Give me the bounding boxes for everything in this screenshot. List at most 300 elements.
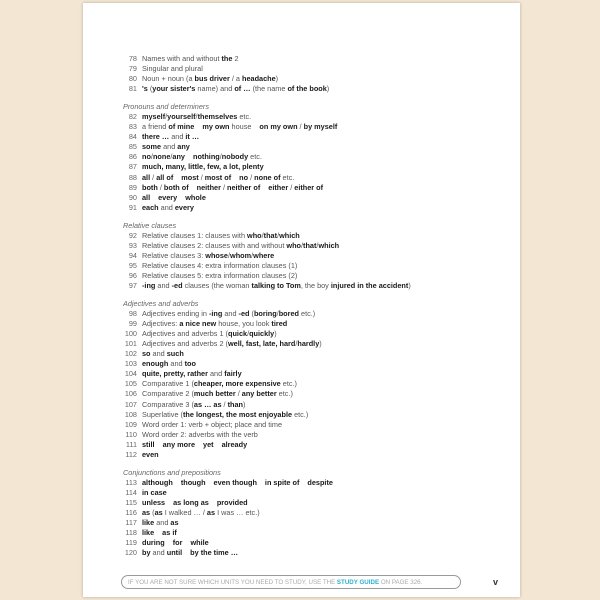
- title-text: Comparative 2 (: [142, 389, 194, 399]
- contents-entry[interactable]: [122, 420, 512, 430]
- title-text: Comparative 1 (: [142, 379, 194, 389]
- unit-number: 83: [128, 122, 137, 132]
- keyword: neither of: [227, 182, 261, 192]
- contents-entry[interactable]: [122, 369, 512, 379]
- title-text: /: [295, 339, 298, 349]
- keyword: who: [286, 240, 301, 250]
- contents-entry[interactable]: [122, 122, 512, 132]
- unit-title: [142, 400, 245, 410]
- unit-number: 108: [124, 409, 137, 419]
- keyword: during: [142, 538, 165, 548]
- title-text: ): [326, 84, 330, 94]
- unit-title: [142, 122, 337, 132]
- unit-number: 103: [124, 359, 137, 369]
- unit-number: 94: [128, 250, 137, 260]
- contents-entry[interactable]: [122, 379, 512, 389]
- title-text: /: [150, 152, 153, 162]
- keyword: either of: [294, 182, 324, 192]
- title-text: I walked … /: [162, 507, 207, 517]
- keyword: by: [142, 548, 151, 558]
- keyword: by the time …: [190, 548, 238, 558]
- title-text: Superlative (: [142, 409, 183, 419]
- keyword: fairly: [224, 369, 242, 379]
- unit-number: 118: [125, 528, 137, 538]
- title-text: etc.: [248, 152, 262, 162]
- title-text: , the boy: [300, 280, 331, 290]
- contents-entry[interactable]: [122, 538, 512, 548]
- keyword: quite, pretty, rather: [142, 369, 208, 379]
- keyword: tired: [271, 319, 288, 329]
- title-text: clauses (the woman: [182, 280, 252, 290]
- contents-entry[interactable]: [122, 183, 512, 193]
- keyword: all: [142, 192, 151, 202]
- keyword: although: [142, 477, 173, 487]
- keyword: both: [142, 182, 158, 192]
- unit-number: 110: [125, 429, 137, 439]
- unit-number: 96: [128, 270, 137, 280]
- keyword: injured in the accident: [330, 280, 409, 290]
- keyword: though: [180, 477, 206, 487]
- keyword: any: [172, 152, 185, 162]
- keyword: of …: [234, 84, 251, 94]
- keyword: most of: [204, 172, 232, 182]
- contents-entry[interactable]: [122, 389, 512, 399]
- title-text: etc.: [280, 172, 295, 182]
- title-text: ): [275, 74, 279, 84]
- keyword: some: [142, 142, 162, 152]
- study-guide-link[interactable]: STUDY GUIDE: [336, 579, 380, 586]
- contents-entry[interactable]: [122, 440, 512, 450]
- title-text: and: [207, 369, 225, 379]
- keyword: hardly: [297, 339, 320, 349]
- keyword: like: [142, 528, 155, 538]
- title-text: /: [276, 309, 279, 319]
- contents-entry[interactable]: [122, 339, 512, 349]
- contents-entry[interactable]: [122, 450, 512, 460]
- keyword: no: [142, 152, 151, 162]
- title-text: ): [243, 399, 246, 409]
- keyword: -ed: [171, 280, 183, 290]
- unit-title: [142, 430, 258, 440]
- keyword: there …: [142, 132, 172, 142]
- unit-number: 111: [125, 439, 137, 449]
- keyword: already: [221, 439, 248, 449]
- keyword: much, many, little, few, a lot, plenty: [142, 162, 264, 172]
- contents-entry[interactable]: [122, 132, 512, 142]
- title-text: etc.): [276, 389, 293, 399]
- unit-number: 106: [124, 389, 137, 399]
- contents-list: [122, 54, 512, 558]
- keyword: as: [170, 518, 179, 528]
- study-guide-note: [121, 575, 461, 589]
- unit-title: [142, 369, 242, 379]
- keyword: myself: [142, 112, 166, 122]
- keyword: none: [152, 152, 171, 162]
- unit-number: 93: [128, 240, 137, 250]
- title-text: ): [408, 280, 411, 290]
- title-text: Word order 1: verb + object; place and time: [142, 419, 282, 429]
- keyword: talking to Tom: [251, 280, 301, 290]
- keyword: even: [142, 449, 159, 459]
- unit-number: 85: [128, 142, 137, 152]
- contents-entry[interactable]: [122, 319, 512, 329]
- title-text: /: [288, 182, 295, 192]
- unit-number: 114: [125, 487, 137, 497]
- keyword: in case: [142, 487, 167, 497]
- title-text: /: [195, 112, 198, 122]
- title-text: etc.): [280, 379, 297, 389]
- contents-entry[interactable]: [122, 162, 512, 172]
- keyword: which: [279, 230, 300, 240]
- contents-entry[interactable]: [122, 251, 512, 261]
- title-text: /: [277, 230, 280, 240]
- title-text: /: [157, 182, 164, 192]
- unit-number: 79: [128, 64, 137, 74]
- title-text: name) and: [195, 84, 235, 94]
- title-text: /: [219, 152, 222, 162]
- keyword: any: [177, 142, 190, 152]
- unit-number: 90: [128, 192, 137, 202]
- keyword: bored: [278, 309, 299, 319]
- unit-title: [142, 478, 333, 488]
- unit-number: 100: [124, 329, 137, 339]
- contents-entry[interactable]: [122, 231, 512, 241]
- contents-entry[interactable]: [122, 173, 512, 183]
- unit-number: 115: [125, 497, 137, 507]
- keyword: -ing: [142, 280, 156, 290]
- title-text: Relative clauses 3:: [142, 250, 206, 260]
- unit-title: [142, 528, 177, 538]
- contents-entry[interactable]: [122, 359, 512, 369]
- title-text: a friend: [142, 122, 169, 132]
- keyword: of mine: [168, 122, 195, 132]
- unit-title: [142, 231, 300, 241]
- keyword: such: [166, 349, 184, 359]
- keyword: yet: [203, 439, 214, 449]
- contents-entry[interactable]: [122, 329, 512, 339]
- contents-entry[interactable]: [122, 478, 512, 488]
- keyword: for: [172, 538, 183, 548]
- keyword: quickly: [249, 329, 275, 339]
- unit-title: [142, 488, 167, 498]
- keyword: 's: [142, 84, 148, 94]
- unit-title: [142, 54, 239, 64]
- contents-entry[interactable]: [122, 518, 512, 528]
- keyword: themselves: [197, 112, 238, 122]
- title-text: / a: [229, 74, 242, 84]
- unit-number: 92: [128, 230, 137, 240]
- keyword: the longest, the most enjoyable: [182, 409, 293, 419]
- title-text: and: [150, 349, 167, 359]
- keyword: enough: [142, 359, 169, 369]
- keyword: neither: [196, 182, 221, 192]
- keyword: nothing: [193, 152, 220, 162]
- keyword: as: [206, 507, 216, 517]
- unit-title: [142, 339, 322, 349]
- keyword: my own: [202, 122, 230, 132]
- title-text: you look: [242, 319, 272, 329]
- contents-entry[interactable]: [122, 142, 512, 152]
- keyword: every: [158, 192, 178, 202]
- keyword: until: [166, 548, 183, 558]
- keyword: who: [247, 230, 262, 240]
- title-text: etc.: [237, 112, 252, 122]
- unit-number: 82: [128, 112, 137, 122]
- keyword: provided: [216, 497, 248, 507]
- contents-entry[interactable]: [122, 528, 512, 538]
- unit-title: [142, 319, 287, 329]
- keyword: in spite of: [264, 477, 300, 487]
- contents-entry[interactable]: [122, 430, 512, 440]
- unit-title: [142, 132, 199, 142]
- unit-title: [142, 450, 159, 460]
- keyword: none of: [254, 172, 281, 182]
- contents-entry[interactable]: [122, 152, 512, 162]
- keyword: well, fast, late, hard: [228, 339, 296, 349]
- unit-title: [142, 420, 282, 430]
- unit-title: [142, 183, 323, 193]
- unit-title: [142, 309, 315, 319]
- unit-title: [142, 162, 264, 172]
- keyword: your sister's: [152, 84, 196, 94]
- title-text: Names with and without: [142, 54, 222, 63]
- contents-entry[interactable]: [122, 112, 512, 122]
- title-text: and: [168, 359, 185, 369]
- unit-number: 80: [128, 74, 137, 84]
- page-number: v: [493, 577, 499, 587]
- unit-title: [142, 84, 329, 94]
- unit-number: 88: [128, 172, 137, 182]
- unit-title: [142, 261, 297, 271]
- title-text: /: [297, 122, 304, 132]
- keyword: as long as: [173, 497, 209, 507]
- title-text: Comparative 3 (: [142, 399, 194, 409]
- unit-number: 112: [125, 449, 137, 459]
- contents-entry[interactable]: [122, 193, 512, 203]
- contents-entry[interactable]: [122, 309, 512, 319]
- keyword: a nice new: [179, 319, 217, 329]
- keyword: boring: [253, 309, 277, 319]
- unit-title: [142, 112, 251, 122]
- keyword: by myself: [303, 122, 338, 132]
- keyword: which: [318, 240, 340, 250]
- unit-number: 84: [128, 132, 137, 142]
- keyword: most: [181, 172, 199, 182]
- keyword: either: [268, 182, 289, 192]
- keyword: as if: [162, 528, 177, 538]
- keyword: it …: [185, 132, 200, 142]
- title-text: Adjectives and adverbs 1 (: [142, 329, 228, 339]
- unit-number: 109: [124, 419, 137, 429]
- keyword: quick: [228, 329, 248, 339]
- keyword: all of: [156, 172, 174, 182]
- unit-number: 101: [124, 339, 137, 349]
- keyword: whole: [185, 192, 206, 202]
- contents-entry[interactable]: [122, 54, 512, 64]
- contents-entry[interactable]: [122, 203, 512, 213]
- section-heading: Adjectives and adverbs: [123, 299, 199, 309]
- keyword: nobody: [221, 152, 249, 162]
- unit-title: [142, 329, 277, 339]
- title-text: and: [158, 202, 175, 212]
- unit-number: 119: [125, 538, 137, 548]
- keyword: unless: [142, 497, 166, 507]
- unit-number: 120: [124, 548, 137, 558]
- unit-title: [142, 281, 411, 291]
- unit-title: [142, 440, 247, 450]
- title-text: /: [251, 250, 254, 260]
- title-text: etc.): [298, 309, 316, 319]
- keyword: no: [239, 172, 249, 182]
- unit-title: [142, 508, 260, 518]
- title-text: etc.): [292, 409, 309, 419]
- title-text: /: [198, 172, 205, 182]
- keyword: any more: [162, 439, 196, 449]
- unit-title: [142, 193, 206, 203]
- title-text: Relative clauses 1: clauses with: [142, 230, 248, 240]
- contents-entry[interactable]: [122, 281, 512, 291]
- unit-title: [142, 410, 308, 420]
- title-text: Adjectives and adverbs 2 (: [142, 339, 228, 349]
- title-text: ): [274, 329, 277, 339]
- title-text: (: [147, 84, 153, 94]
- contents-entry[interactable]: [122, 349, 512, 359]
- title-text: Relative clauses 5: extra information clauses (2): [142, 270, 298, 280]
- title-text: /: [235, 389, 242, 399]
- contents-entry[interactable]: [122, 498, 512, 508]
- title-text: /: [221, 399, 228, 409]
- keyword: too: [184, 359, 196, 369]
- keyword: as: [154, 507, 163, 517]
- keyword: whose: [205, 250, 228, 260]
- title-text: and: [155, 280, 172, 290]
- unit-number: 104: [124, 369, 137, 379]
- keyword: that: [303, 240, 317, 250]
- contents-entry[interactable]: [122, 271, 512, 281]
- title-text: Noun + noun (a: [142, 74, 195, 84]
- unit-title: [142, 548, 238, 558]
- contents-entry[interactable]: [122, 74, 512, 84]
- title-text: /: [248, 172, 255, 182]
- unit-number: 107: [124, 399, 137, 409]
- keyword: whom: [230, 250, 252, 260]
- contents-entry[interactable]: [122, 410, 512, 420]
- title-text: I was … etc.): [215, 507, 260, 517]
- keyword: so: [142, 349, 151, 359]
- unit-number: 89: [128, 182, 137, 192]
- contents-entry[interactable]: [122, 64, 512, 74]
- contents-entry[interactable]: [122, 508, 512, 518]
- unit-number: 87: [128, 162, 137, 172]
- keyword: even though: [213, 477, 257, 487]
- keyword: any better: [241, 389, 277, 399]
- unit-title: [142, 74, 278, 84]
- keyword: the: [221, 54, 233, 63]
- title-text: 2: [232, 54, 239, 63]
- unit-title: [142, 64, 203, 74]
- unit-number: 102: [124, 349, 137, 359]
- title-text: /: [150, 172, 157, 182]
- unit-title: [142, 203, 194, 213]
- keyword: while: [190, 538, 209, 548]
- footer-text-after: ON PAGE 326.: [379, 579, 423, 586]
- keyword: despite: [307, 477, 333, 487]
- unit-title: [142, 359, 196, 369]
- unit-number: 86: [128, 152, 137, 162]
- title-text: and: [154, 518, 171, 528]
- unit-number: 98: [128, 309, 137, 319]
- keyword: bus driver: [194, 74, 230, 84]
- unit-title: [142, 349, 184, 359]
- title-text: /: [301, 240, 304, 250]
- unit-number: 95: [128, 260, 137, 270]
- unit-title: [142, 389, 293, 399]
- contents-entry[interactable]: [122, 488, 512, 498]
- keyword: as … as: [193, 399, 222, 409]
- unit-number: 81: [128, 84, 137, 94]
- title-text: Word order 2: adverbs with the verb: [142, 429, 258, 439]
- unit-number: 78: [128, 54, 137, 63]
- title-text: (: [249, 309, 254, 319]
- keyword: all: [142, 172, 151, 182]
- contents-entry[interactable]: [122, 400, 512, 410]
- footer-text-before: IF YOU ARE NOT SURE WHICH UNITS YOU NEED TO STUDY, USE THE: [128, 579, 337, 586]
- title-text: and: [150, 548, 167, 558]
- keyword: on my own: [259, 122, 298, 132]
- unit-number: 97: [128, 280, 137, 290]
- contents-entry[interactable]: [122, 241, 512, 251]
- unit-number: 113: [125, 477, 137, 487]
- title-text: house: [229, 122, 252, 132]
- unit-title: [142, 379, 297, 389]
- title-text: /: [220, 182, 228, 192]
- title-text: Relative clauses 2: clauses with and without: [142, 240, 287, 250]
- keyword: -ed: [238, 309, 250, 319]
- keyword: headache: [242, 74, 276, 84]
- keyword: every: [174, 202, 194, 212]
- contents-entry[interactable]: [122, 548, 512, 558]
- section-heading: Conjunctions and prepositions: [123, 467, 221, 477]
- unit-title: [142, 152, 262, 162]
- title-text: Adjectives ending in: [142, 309, 209, 319]
- contents-entry[interactable]: [122, 84, 512, 94]
- title-text: (the name: [250, 84, 288, 94]
- keyword: -ing: [208, 309, 223, 319]
- keyword: each: [142, 202, 159, 212]
- title-text: Relative clauses 4: extra information clauses (1): [142, 260, 298, 270]
- unit-number: 116: [125, 507, 137, 517]
- keyword: where: [253, 250, 275, 260]
- contents-entry[interactable]: [122, 261, 512, 271]
- title-text: (: [150, 507, 155, 517]
- unit-title: [142, 498, 248, 508]
- keyword: that: [263, 230, 278, 240]
- keyword: like: [142, 518, 155, 528]
- title-text: /: [316, 240, 319, 250]
- section-heading: Relative clauses: [123, 220, 177, 230]
- unit-title: [142, 518, 179, 528]
- unit-number: 91: [128, 202, 137, 212]
- unit-title: [142, 251, 274, 261]
- title-text: /: [170, 152, 173, 162]
- unit-title: [142, 173, 294, 183]
- unit-title: [142, 142, 190, 152]
- title-text: Singular and plural: [142, 64, 203, 74]
- title-text: /: [165, 112, 168, 122]
- title-text: Adjectives:: [142, 319, 180, 329]
- keyword: both of: [163, 182, 189, 192]
- unit-number: 99: [128, 319, 137, 329]
